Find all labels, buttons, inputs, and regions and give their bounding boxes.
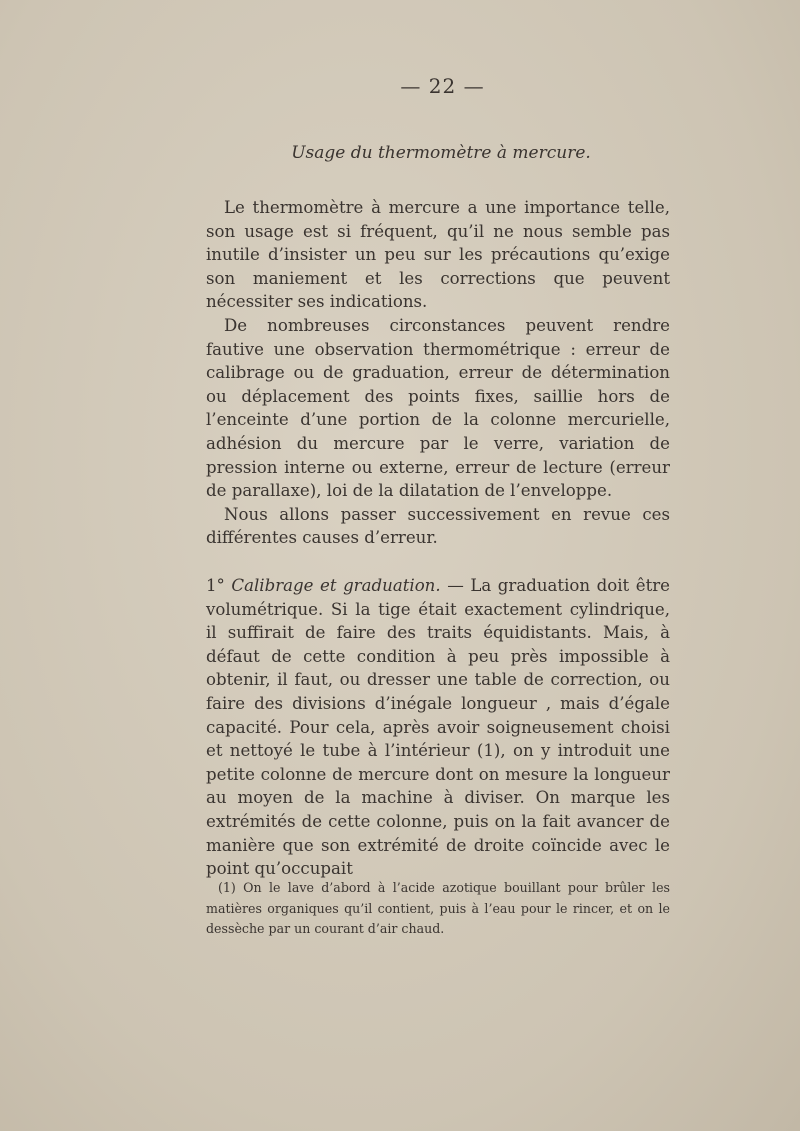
intro-text xyxy=(206,196,670,550)
footnotes xyxy=(206,878,670,940)
paragraph-review: Nous allons passer successivement en revue ces différentes causes d’erreur. xyxy=(206,504,670,548)
paragraph-error-causes: De nombreuses circonstances peuvent rendre fautive une observation thermométrique : erreur de calibrage ou de graduation, erreur de détermination ou déplacement des points fixes, saillie hors de l’enceinte d’une portion de la colonne mercurielle, adhésion du mercure par le verre, variation de pression interne ou externe, erreur de lecture (erreur de parallaxe), loi de la dilatation de l’enveloppe. xyxy=(206,315,670,501)
subsection-dash: — xyxy=(440,576,471,595)
footnote-1: (1) On le lave d’abord à l’acide azotique bouillant pour brûler les matières organiques qu’il contient, puis à l’eau pour le rincer, et on le dessèche par un courant d’air chaud. xyxy=(206,880,670,936)
subsection-number: 1° xyxy=(206,576,225,595)
paragraph-importance: Le thermomètre à mercure a une importance telle, son usage est si fréquent, qu’il ne nous semble pas inutile d’insister un peu sur les précautions qu’exige son maniement et les corrections que peuvent nécessiter ses indications. xyxy=(206,198,670,312)
page-number: — 22 — xyxy=(400,74,485,98)
subsection-heading: Calibrage et graduation. xyxy=(231,576,441,595)
subsection-paragraph xyxy=(206,574,670,881)
section-title: Usage du thermomètre à mercure. xyxy=(291,143,591,163)
subsection-calibration xyxy=(206,574,670,881)
subsection-text: La graduation doit être volumétrique. Si la tige était exactement cylindrique, il suffirait de faire des traits équidistants. Mais, à défaut de cette condition à peu près impossible à obtenir, il faut, ou dresser une table de correction, ou faire des divisions d’inégale longueur , mais d’égale capacité. Pour cela, après avoir soigneusement choisi et nettoyé le tube à l’intérieur (1), on y introduit une petite colonne de mercure dont on mesure la longueur au moyen de la machine à diviser. On marque les extrémités de cette colonne, puis on la fait avancer de manière que son extrémité de droite coïncide avec le point qu’occupait xyxy=(206,576,670,879)
